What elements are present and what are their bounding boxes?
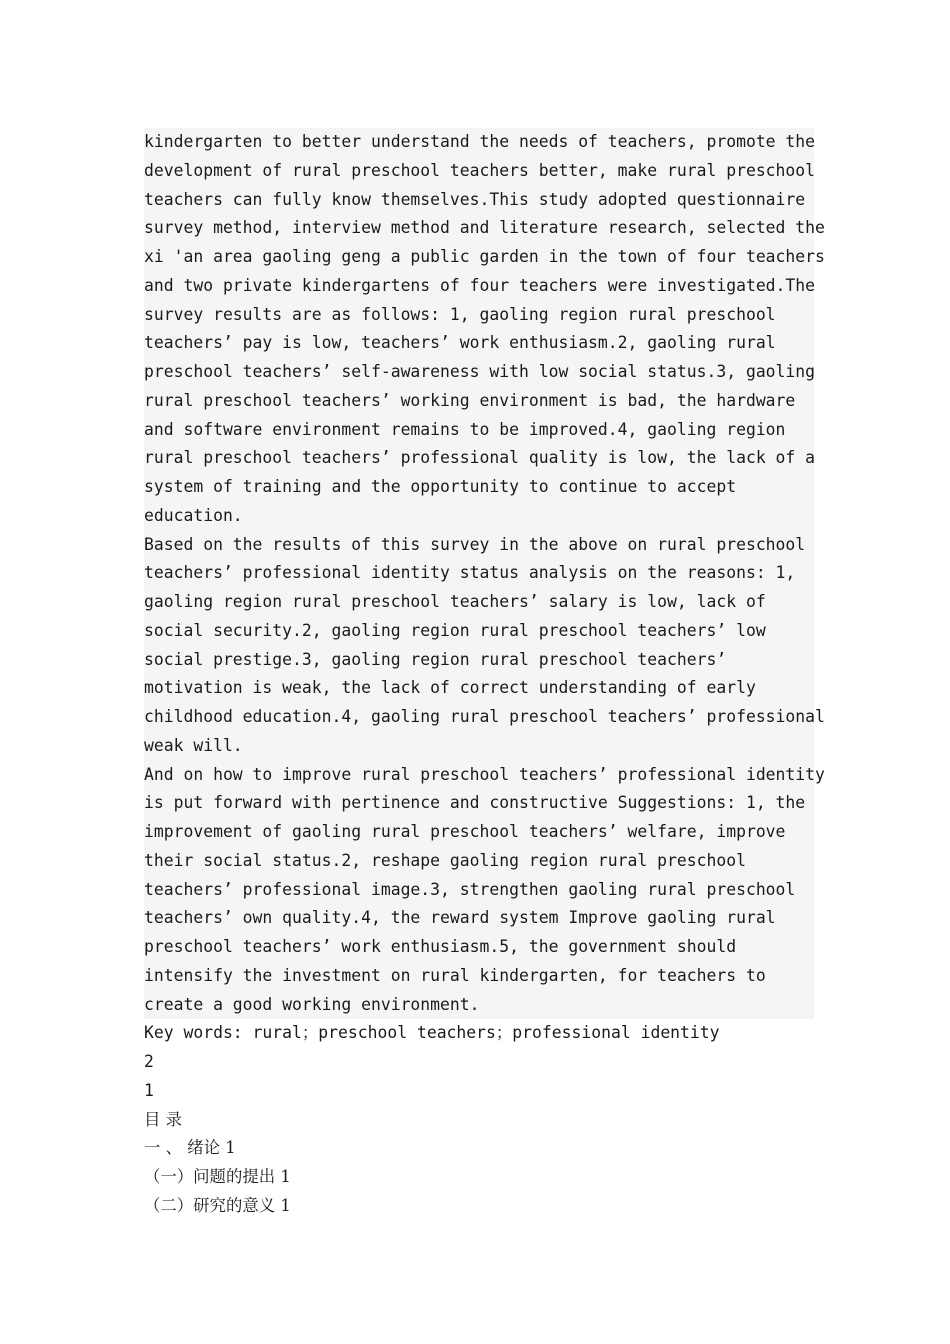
text-line: kindergarten to better understand the needs of teachers, promote the xyxy=(144,128,814,157)
text-line: teachers’ professional identity status analysis on the reasons: 1, xyxy=(144,559,814,588)
text-line: and two private kindergartens of four teachers were investigated.The xyxy=(144,272,814,301)
text-line: teachers’ own quality.4, the reward system Improve gaoling rural xyxy=(144,904,814,933)
text-line: create a good working environment. xyxy=(144,991,814,1020)
text-line: teachers can fully know themselves.This study adopted questionnaire xyxy=(144,186,814,215)
text-line: preschool teachers’ work enthusiasm.5, the government should xyxy=(144,933,814,962)
page-number: 2 xyxy=(144,1052,154,1071)
toc-item[interactable]: （一）问题的提出 1 xyxy=(144,1167,291,1186)
keywords-line: Key words: rural；preschool teachers；professional identity xyxy=(144,1023,720,1043)
text-line: preschool teachers’ self-awareness with low social status.3, gaoling xyxy=(144,358,814,387)
text-line: Based on the results of this survey in the above on rural preschool xyxy=(144,531,814,560)
text-line: survey method, interview method and literature research, selected the xyxy=(144,214,814,243)
text-line: weak will. xyxy=(144,732,814,761)
text-line: and software environment remains to be improved.4, gaoling region xyxy=(144,416,814,445)
text-line: motivation is weak, the lack of correct understanding of early xyxy=(144,674,814,703)
text-line: rural preschool teachers’ working environment is bad, the hardware xyxy=(144,387,814,416)
text-line: childhood education.4, gaoling rural preschool teachers’ professional xyxy=(144,703,814,732)
toc-title: 目 录 xyxy=(144,1109,182,1129)
text-line: development of rural preschool teachers better, make rural preschool xyxy=(144,157,814,186)
text-line: social prestige.3, gaoling region rural preschool teachers’ xyxy=(144,646,814,675)
text-line: teachers’ pay is low, teachers’ work enthusiasm.2, gaoling rural xyxy=(144,329,814,358)
page-number: 1 xyxy=(144,1080,154,1100)
document-page xyxy=(144,128,825,1221)
toc-item[interactable]: 一 、 绪论 1 xyxy=(144,1138,236,1158)
toc-item[interactable]: （二）研究的意义 1 xyxy=(144,1195,291,1215)
text-line: survey results are as follows: 1, gaoling region rural preschool xyxy=(144,301,814,330)
text-line: is put forward with pertinence and constructive Suggestions: 1, the xyxy=(144,789,814,818)
text-line: intensify the investment on rural kindergarten, for teachers to xyxy=(144,962,814,991)
table-of-contents xyxy=(144,1106,814,1221)
text-line: system of training and the opportunity to continue to accept xyxy=(144,473,814,502)
text-line: improvement of gaoling rural preschool teachers’ welfare, improve xyxy=(144,818,814,847)
text-line: social security.2, gaoling region rural preschool teachers’ low xyxy=(144,617,814,646)
text-line: xi 'an area gaoling geng a public garden in the town of four teachers xyxy=(144,243,814,272)
abstract-text xyxy=(144,128,825,1048)
text-line: education. xyxy=(144,502,814,531)
text-line: teachers’ professional image.3, strengthen gaoling rural preschool xyxy=(144,876,814,905)
text-line: gaoling region rural preschool teachers’ salary is low, lack of xyxy=(144,588,814,617)
text-line: their social status.2, reshape gaoling region rural preschool xyxy=(144,847,814,876)
text-line: And on how to improve rural preschool teachers’ professional identity xyxy=(144,761,814,790)
text-line: rural preschool teachers’ professional quality is low, the lack of a xyxy=(144,444,814,473)
